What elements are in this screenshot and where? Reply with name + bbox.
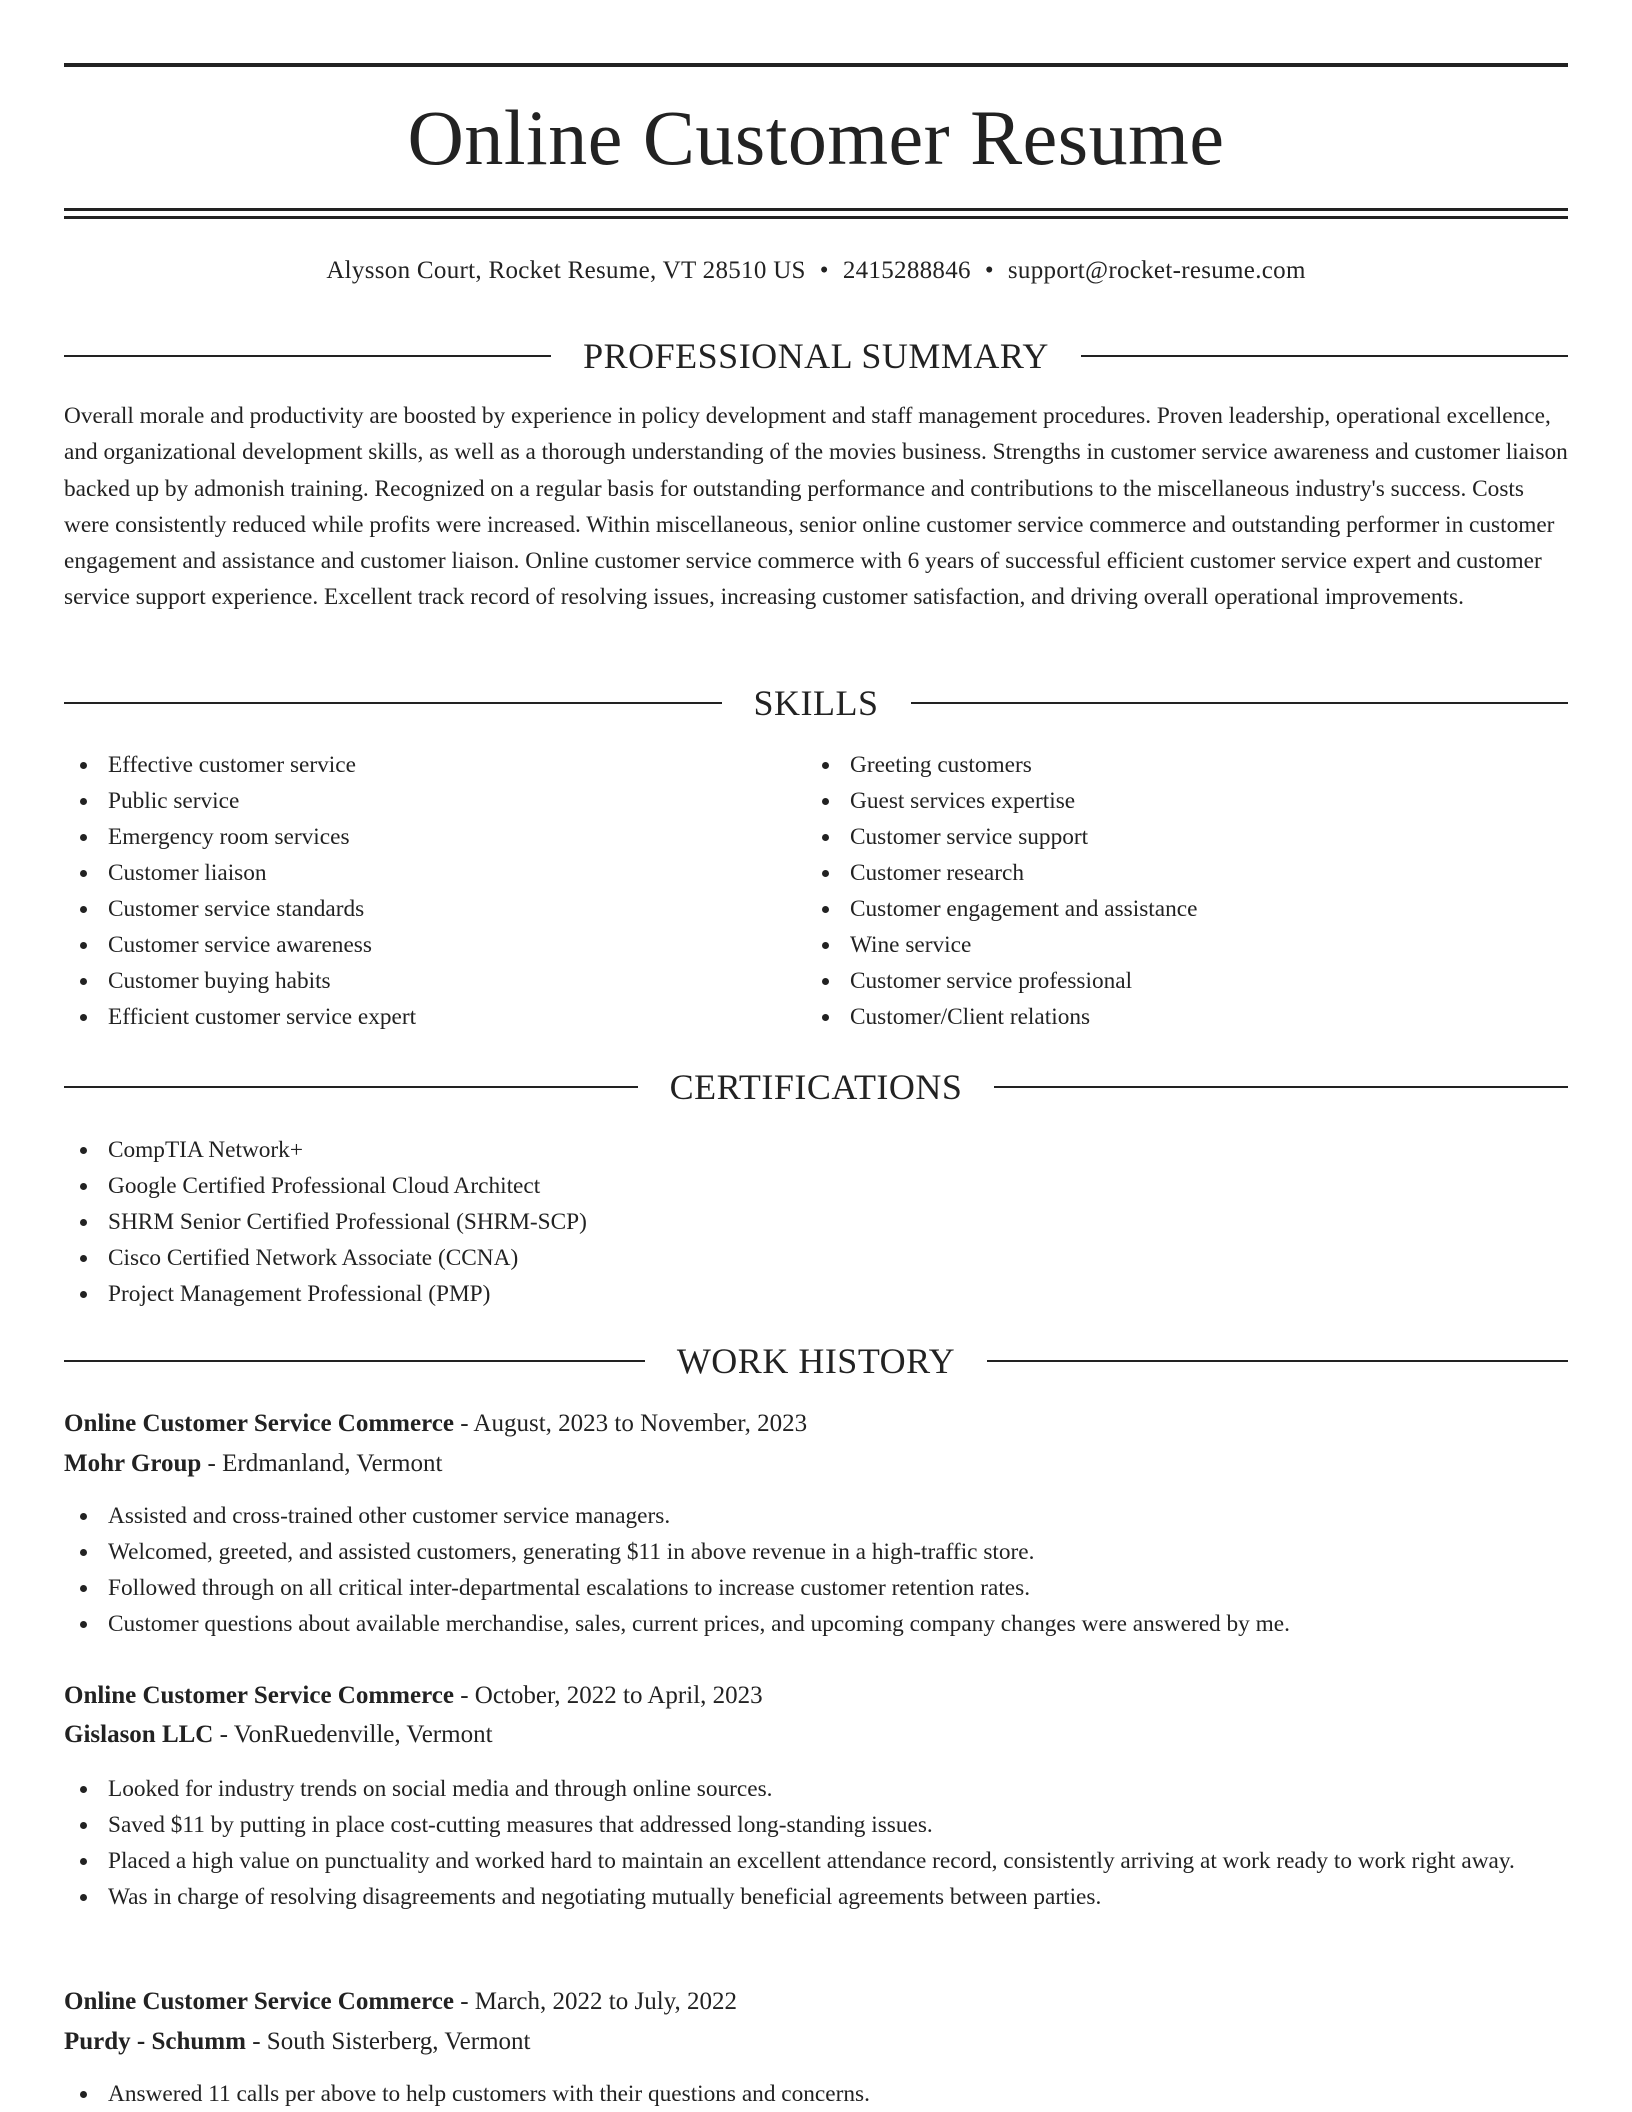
certification-item: Project Management Professional (PMP) [64, 1276, 1568, 1312]
skill-item: Greeting customers [806, 747, 1566, 783]
certification-item: SHRM Senior Certified Professional (SHRM-SCP) [64, 1204, 1568, 1240]
job-dates: March, 2022 to July, 2022 [474, 1988, 738, 2015]
skill-item: Customer buying habits [64, 963, 804, 999]
job-company-line [64, 2024, 1568, 2060]
job-bullets [64, 2076, 1568, 2112]
contact-email[interactable]: support@rocket-resume.com [1007, 257, 1306, 284]
job-bullet: Saved $11 by putting in place cost-cutting measures that addressed long-standing issues. [64, 1807, 1568, 1843]
skill-item: Customer service standards [64, 891, 804, 927]
job-company-line [64, 1446, 1568, 1482]
certification-item: Google Certified Professional Cloud Architect [64, 1168, 1568, 1204]
skill-item: Emergency room services [64, 819, 804, 855]
job-bullet: Assisted and cross-trained other customer service managers. [64, 1498, 1568, 1534]
job-title-line [64, 1406, 1568, 1442]
job-location: South Sisterberg, Vermont [266, 2028, 531, 2055]
summary-text: Overall morale and productivity are boosted by experience in policy development and staff management procedures. Proven leadership, operational excellence, and organizational development skills, as well as a thorough understanding of the movies business. Strengths in customer service awareness and customer liaison backed up by admonish training. Recognized on a regular basis for outstanding performance and contributions to the miscellaneous industry's success. Costs were consistently reduced while profits were increased. Within miscellaneous, senior online customer service commerce and outstanding performer in customer engagement and assistance and customer liaison. Online customer service commerce with 6 years of successful efficient customer service expert and customer service support experience. Excellent track record of resolving issues, increasing customer satisfaction, and driving overall operational improvements. [64, 403, 1568, 611]
contact-phone: 2415288846 [842, 257, 971, 284]
job-bullets [64, 1498, 1568, 1642]
contact-address: Alysson Court, Rocket Resume, VT 28510 US [326, 257, 806, 284]
job-dash: - [460, 1988, 469, 2015]
job-location: VonRuedenville, Vermont [233, 1721, 493, 1748]
heading-rule [64, 355, 551, 357]
job-dates: October, 2022 to April, 2023 [474, 1682, 763, 1709]
skill-item: Customer/Client relations [806, 999, 1566, 1035]
skill-item: Effective customer service [64, 747, 804, 783]
certifications-heading [64, 1065, 1568, 1109]
job-bullet: Placed a high value on punctuality and worked hard to maintain an excellent attendance record, consistently arriving at work ready to work right away. [64, 1843, 1568, 1879]
skill-item: Customer liaison [64, 855, 804, 891]
certifications-heading-label: CERTIFICATIONS [669, 1067, 963, 1107]
job-bullet: Looked for industry trends on social media and through online sources. [64, 1771, 1568, 1807]
skill-item: Customer engagement and assistance [806, 891, 1566, 927]
job-bullet: Welcomed, greeted, and assisted customers, generating $11 in above revenue in a high-traffic store. [64, 1534, 1568, 1570]
certifications-list [64, 1132, 1568, 1312]
job-dash: - [460, 1682, 469, 1709]
job-dash: - [207, 1450, 216, 1477]
skill-item: Customer service professional [806, 963, 1566, 999]
job-bullet: Followed through on all critical inter-departmental escalations to increase customer retention rates. [64, 1570, 1568, 1606]
skill-item: Customer service support [806, 819, 1566, 855]
job-company-line [64, 1717, 1568, 1753]
heading-rule [911, 702, 1569, 704]
summary-heading-label: PROFESSIONAL SUMMARY [583, 336, 1049, 376]
job-dash: - [252, 2028, 261, 2055]
job-bullet: Customer questions about available merchandise, sales, current prices, and upcoming company changes were answered by me. [64, 1606, 1568, 1642]
title-rule-upper [64, 208, 1568, 211]
skill-item: Wine service [806, 927, 1566, 963]
job-company: Gislason LLC [64, 1721, 214, 1748]
job-company: Purdy - Schumm [64, 2028, 246, 2055]
job-dash: - [460, 1410, 469, 1437]
job-dash: - [219, 1721, 228, 1748]
job-bullet: Was in charge of resolving disagreements and negotiating mutually beneficial agreements between parties. [64, 1879, 1568, 1915]
heading-rule [64, 1086, 638, 1088]
heading-rule [1081, 355, 1568, 357]
resume-title: Online Customer Resume [407, 94, 1225, 181]
heading-rule [994, 1086, 1568, 1088]
job-title: Online Customer Service Commerce [64, 1682, 454, 1709]
skill-item: Customer research [806, 855, 1566, 891]
job-bullet: Answered 11 calls per above to help customers with their questions and concerns. [64, 2076, 1568, 2112]
skill-item: Public service [64, 783, 804, 819]
work-history-heading-label: WORK HISTORY [676, 1341, 956, 1381]
job-title-line [64, 1984, 1568, 2020]
job-title-line [64, 1678, 1568, 1714]
skills-heading [64, 681, 1568, 725]
work-history-heading [64, 1339, 1568, 1383]
top-rule [64, 63, 1568, 67]
summary-heading [64, 334, 1568, 378]
heading-rule [987, 1360, 1568, 1362]
job-dates: August, 2023 to November, 2023 [473, 1410, 808, 1437]
skills-list-left [64, 747, 804, 1035]
skills-list-right [806, 747, 1566, 1035]
heading-rule [64, 1360, 645, 1362]
contact-separator: • [984, 257, 994, 284]
skill-item: Efficient customer service expert [64, 999, 804, 1035]
contact-line [64, 254, 1568, 288]
certification-item: CompTIA Network+ [64, 1132, 1568, 1168]
job-bullets [64, 1771, 1568, 1915]
skills-heading-label: SKILLS [753, 683, 879, 723]
certification-item: Cisco Certified Network Associate (CCNA) [64, 1240, 1568, 1276]
job-company: Mohr Group [64, 1450, 202, 1477]
skill-item: Customer service awareness [64, 927, 804, 963]
title-rule-lower [64, 216, 1568, 219]
heading-rule [64, 702, 722, 704]
job-location: Erdmanland, Vermont [222, 1450, 443, 1477]
job-title: Online Customer Service Commerce [64, 1410, 454, 1437]
contact-separator: • [819, 257, 829, 284]
job-title: Online Customer Service Commerce [64, 1988, 454, 2015]
skill-item: Guest services expertise [806, 783, 1566, 819]
